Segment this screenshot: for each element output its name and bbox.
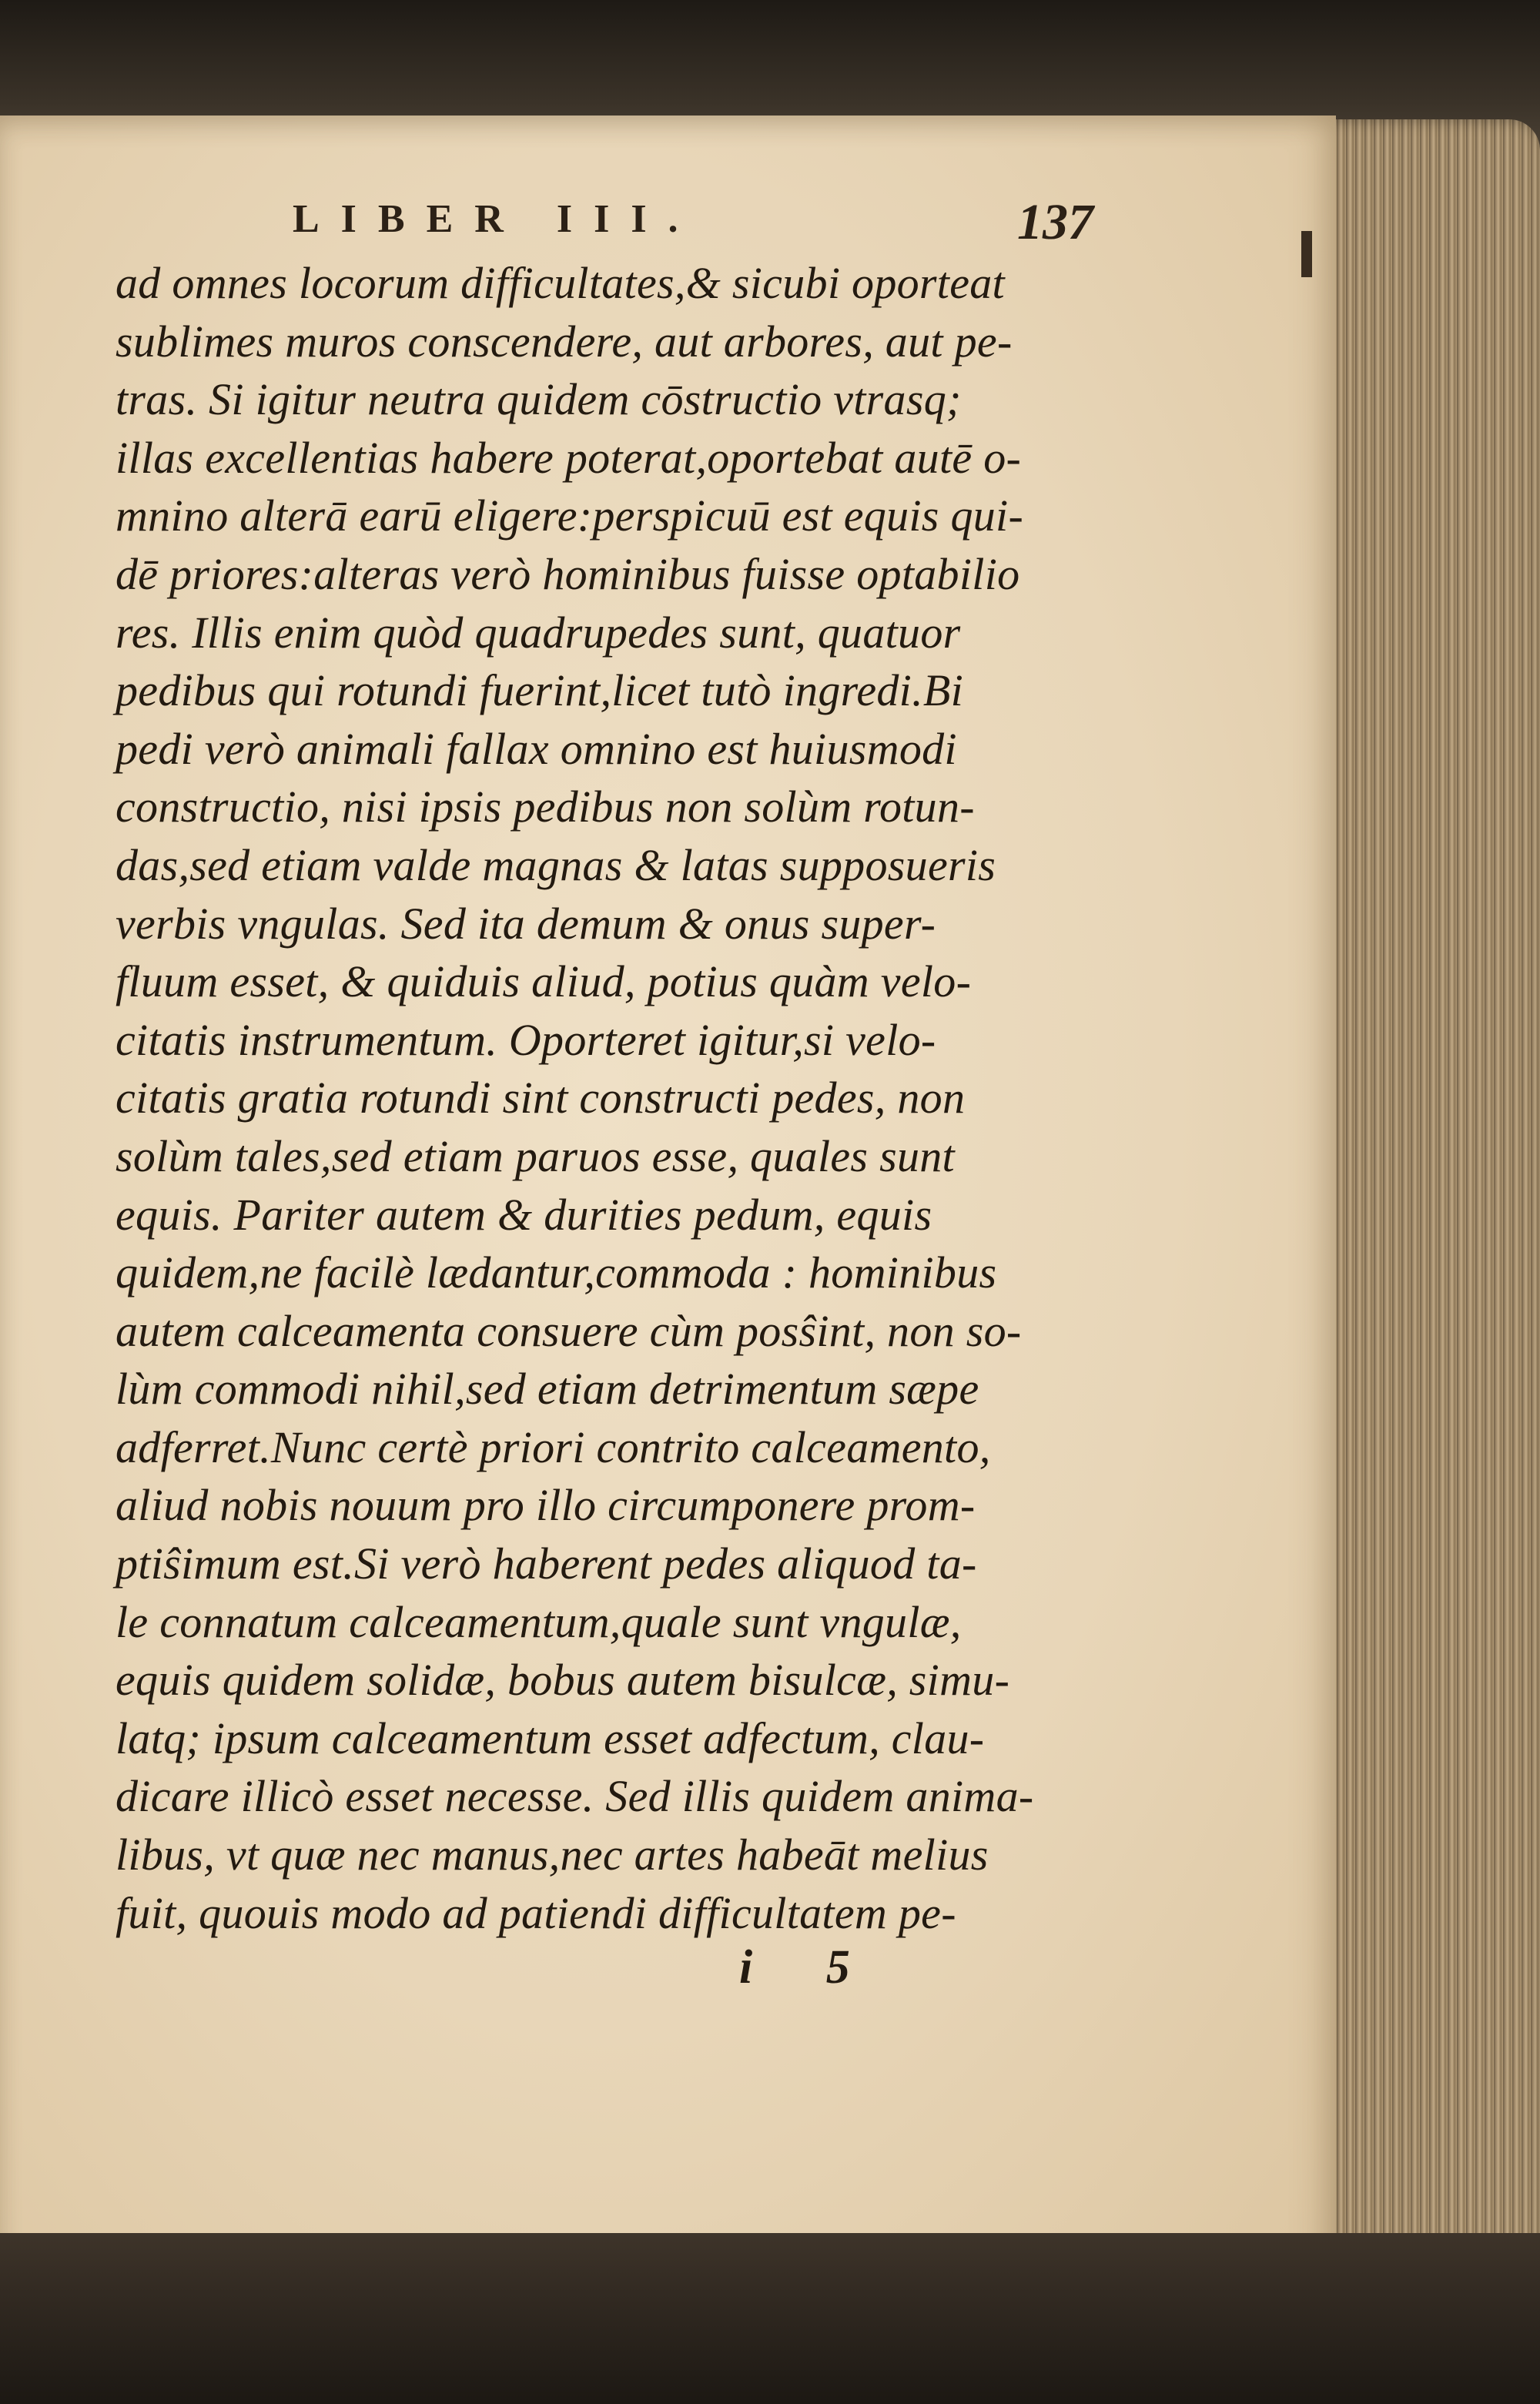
running-head: LIBER III.: [293, 197, 700, 241]
text-line: latq; ipsum calceamentum esset adfectum, clau-: [116, 1713, 985, 1763]
text-line: fluum esset, & quiduis aliud, potius quàm velo-: [116, 956, 972, 1007]
text-line: dē priores:alteras verò hominibus fuisse optabilio: [116, 548, 1020, 599]
signature-mark: i 5: [739, 1941, 881, 1994]
text-line: ad omnes locorum difficultates,& sicubi oporteat: [116, 258, 1005, 308]
text-line: mnino alterā earū eligere:perspicuū est equis qui-: [116, 491, 1024, 541]
page-number: 137: [1017, 194, 1093, 250]
text-line: quidem,ne facilè lædantur,commoda : hominibus: [116, 1247, 997, 1298]
text-line: pedibus qui rotundi fuerint,licet tutò ingredi.Bi: [116, 665, 964, 716]
page-tab: [1301, 231, 1312, 277]
text-line: res. Illis enim quòd quadrupedes sunt, quatuor: [116, 607, 961, 658]
text-line: constructio, nisi ipsis pedibus non solùm rotun-: [116, 782, 975, 832]
text-line: adferret.Nunc certè priori contrito calceamento,: [116, 1421, 991, 1472]
text-line: equis quidem solidæ, bobus autem bisulcæ, simu-: [116, 1655, 1010, 1706]
text-line: fuit, quouis modo ad patiendi difficultatem pe-: [116, 1887, 956, 1938]
text-line: solùm tales,sed etiam paruos esse, quales sunt: [116, 1130, 955, 1181]
text-line: verbis vngulas. Sed ita demum & onus super-: [116, 898, 936, 949]
text-line: tras. Si igitur neutra quidem cōstructio vtrasq;: [116, 374, 962, 425]
text-line: libus, vt quæ nec manus,nec artes habeāt melius: [116, 1830, 989, 1880]
text-line: citatis instrumentum. Oporteret igitur,si velo-: [116, 1014, 936, 1065]
text-line: le connatum calceamentum,quale sunt vngulæ,: [116, 1596, 962, 1647]
text-line: equis. Pariter autem & durities pedum, equis: [116, 1189, 932, 1240]
text-line: illas excellentias habere poterat,oportebat autē o-: [116, 432, 1022, 483]
text-line: aliud nobis nouum pro illo circumponere prom-: [116, 1480, 976, 1531]
body-text: [116, 254, 1063, 1942]
text-line: dicare illicò esset necesse. Sed illis quidem anima-: [116, 1771, 1034, 1822]
text-line: das,sed etiam valde magnas & latas supposueris: [116, 839, 996, 890]
page-header: [293, 189, 1093, 258]
page-edges: [1309, 119, 1540, 2283]
text-line: lùm commodi nihil,sed etiam detrimentum sæpe: [116, 1364, 979, 1415]
text-line: autem calceamenta consuere cùm posŝint, non so-: [116, 1305, 1022, 1356]
text-line: citatis gratia rotundi sint constructi pedes, non: [116, 1073, 966, 1123]
background-bottom: [0, 2233, 1540, 2404]
text-line: sublimes muros conscendere, aut arbores, aut pe-: [116, 316, 1013, 367]
text-line: pedi verò animali fallax omnino est huiusmodi: [116, 723, 957, 774]
text-line: ptiŝimum est.Si verò haberent pedes aliquod ta-: [116, 1538, 977, 1589]
